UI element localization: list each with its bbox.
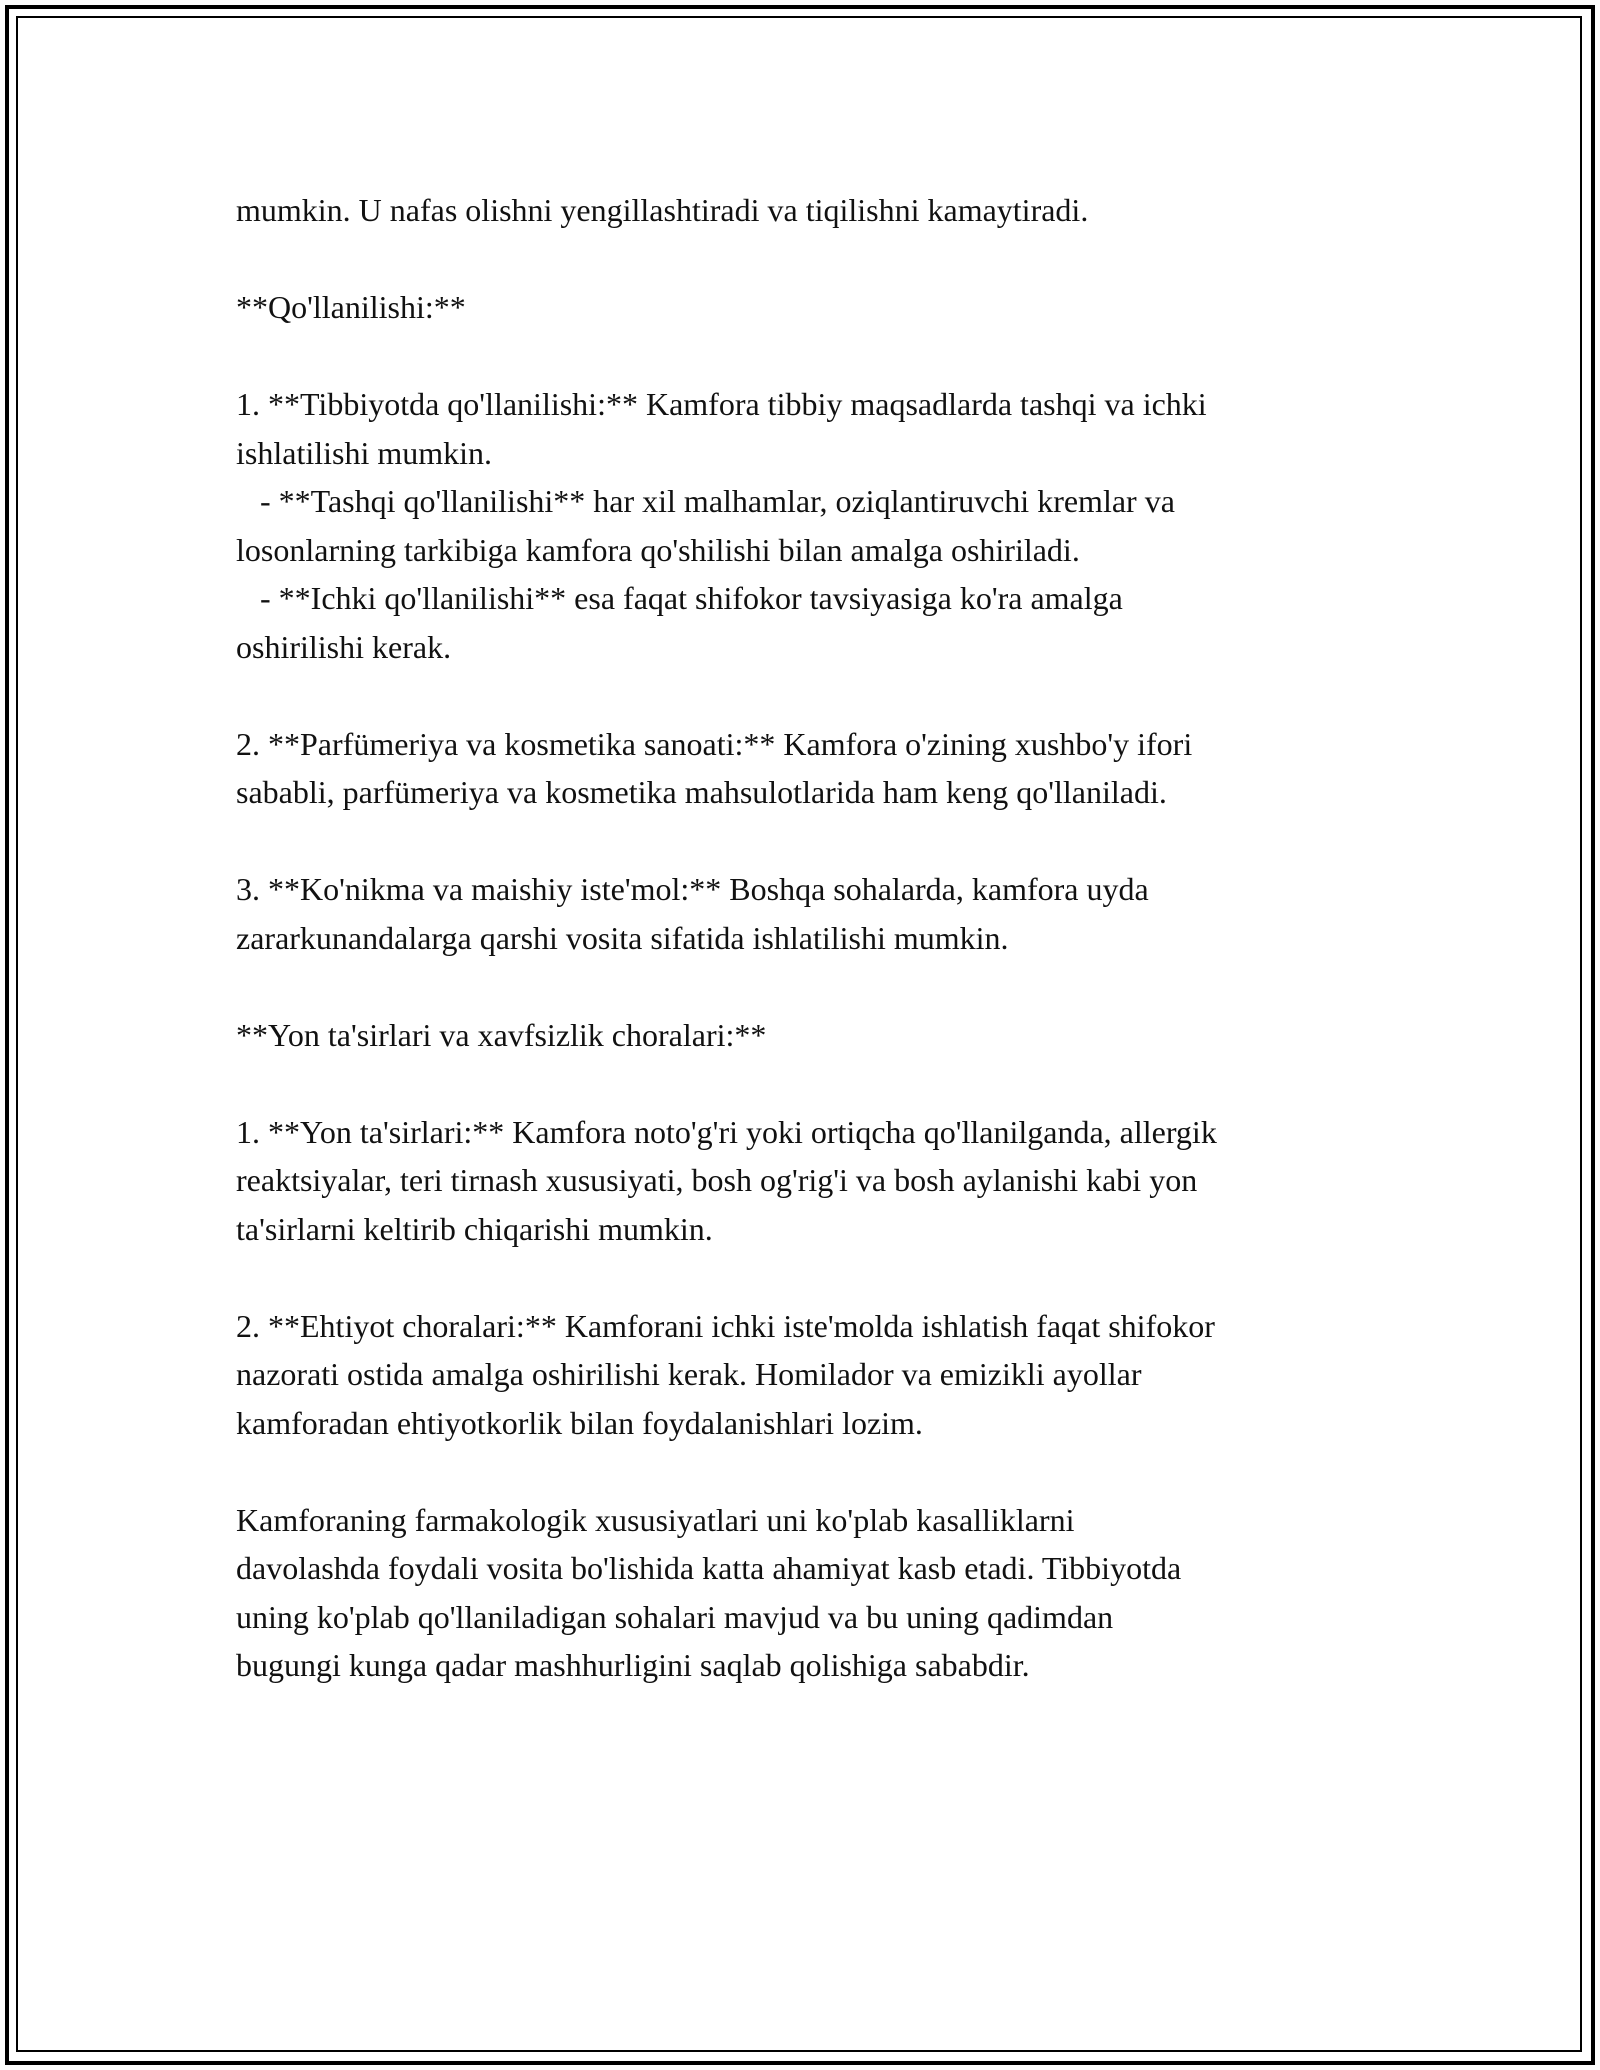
blank-line — [236, 671, 1376, 720]
document-body — [236, 186, 1376, 1690]
text-line: bugungi kunga qadar mashhurligini saqlab qolishiga sababdir. — [236, 1647, 1030, 1683]
blank-line — [236, 1447, 1376, 1496]
text-line: sababli, parfümeriya va kosmetika mahsulotlarida ham keng qo'llaniladi. — [236, 774, 1167, 810]
blank-line — [236, 1059, 1376, 1108]
blank-line — [236, 235, 1376, 284]
text-line: 2. **Parfümeriya va kosmetika sanoati:** Kamfora o'zining xushbo'y ifori — [236, 725, 1193, 762]
text-line: reaktsiyalar, teri tirnash xususiyati, bosh og'rig'i va bosh aylanishi kabi yon — [236, 1162, 1198, 1198]
text-line: davolashda foydali vosita bo'lishida katta ahamiyat kasb etadi. Tibbiyotda — [236, 1550, 1182, 1586]
text-line: ta'sirlarni keltirib chiqarishi mumkin. — [236, 1210, 713, 1247]
text-line: zararkunandalarga qarshi vosita sifatida ishlatilishi mumkin. — [236, 919, 1009, 956]
text-line: 1. **Yon ta'sirlari:** Kamfora noto'g'ri yoki ortiqcha qo'llanilganda, allergik — [236, 1113, 1217, 1150]
blank-line — [236, 332, 1376, 381]
blank-line — [236, 817, 1376, 866]
text-line: uning ko'plab qo'llaniladigan sohalari mavjud va bu uning qadimdan — [236, 1598, 1114, 1635]
text-line: **Qo'llanilishi:** — [236, 289, 466, 325]
text-line: - **Tashqi qo'llanilishi** har xil malhamlar, oziqlantiruvchi kremlar va — [236, 483, 1175, 519]
text-line: **Yon ta'sirlari va xavfsizlik choralari:** — [236, 1016, 767, 1053]
text-line: 1. **Tibbiyotda qo'llanilishi:** Kamfora tibbiy maqsadlarda tashqi va ichki — [236, 386, 1207, 422]
text-line: mumkin. U nafas olishni yengillashtiradi va tiqilishni kamaytiradi. — [236, 192, 1089, 228]
blank-line — [236, 1253, 1376, 1302]
text-line: losonlarning tarkibiga kamfora qo'shilishi bilan amalga oshiriladi. — [236, 531, 1080, 568]
text-line: Kamforaning farmakologik xususiyatlari uni ko'plab kasalliklarni — [236, 1501, 1075, 1538]
text-line: kamforadan ehtiyotkorlik bilan foydalanishlari lozim. — [236, 1404, 923, 1441]
text-line: ishlatilishi mumkin. — [236, 434, 493, 471]
text-line: 3. **Ko'nikma va maishiy iste'mol:** Boshqa sohalarda, kamfora uyda — [236, 871, 1149, 907]
text-line: oshirilishi kerak. — [236, 628, 452, 665]
text-line: nazorati ostida amalga oshirilishi kerak. Homilador va emizikli ayollar — [236, 1356, 1142, 1392]
text-line: 2. **Ehtiyot choralari:** Kamforani ichki iste'molda ishlatish faqat shifokor — [236, 1307, 1215, 1344]
blank-line — [236, 962, 1376, 1011]
text-line: - **Ichki qo'llanilishi** esa faqat shifokor tavsiyasiga ko'ra amalga — [236, 580, 1123, 616]
